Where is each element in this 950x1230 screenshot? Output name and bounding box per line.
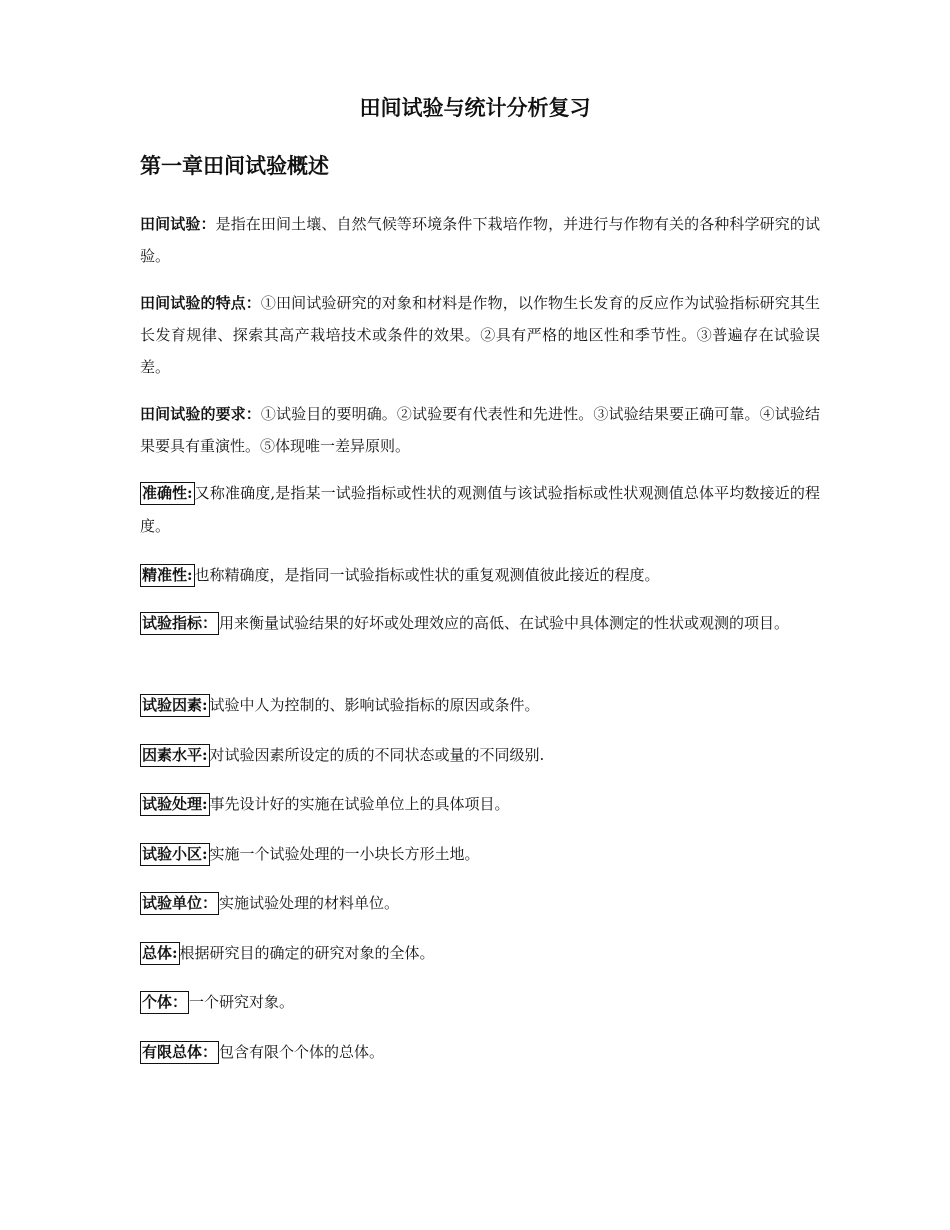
definition-finite-population	[140, 1035, 820, 1069]
definition-text: 对试验因素所设定的质的不同状态或量的不同级别.	[209, 746, 545, 764]
definition-text: 包含有限个个体的总体。	[219, 1043, 385, 1061]
chapter-heading: 第一章田间试验概述	[140, 153, 329, 178]
definition-term-box: 试验小区:	[140, 843, 210, 866]
definition-text: 也称精确度，是指同一试验指标或性状的重复观测值彼此接近的程度。	[194, 566, 660, 584]
definition-text: 实施一个试验处理的一小块长方形土地。	[209, 845, 480, 863]
definition-text: 又称准确度,是指某一试验指标或性状的观测值与该试验指标或性状观测值总体平均数接近的程度。	[140, 484, 820, 535]
paragraph-text: ①田间试验研究的对象和材料是作物，以作物生长发育的反应作为试验指标研究其生长发育规律、探索其高产栽培技术或条件的效果。②具有严格的地区性和季节性。③普遍存在试验误差。	[140, 294, 820, 376]
paragraph-text: 是指在田间土壤、自然气候等环境条件下栽培作物，并进行与作物有关的各种科学研究的试验。	[140, 215, 820, 265]
definition-term-box: 试验单位：	[140, 892, 219, 915]
definition-precision	[140, 558, 820, 592]
definition-plot	[140, 837, 820, 871]
definition-term-box: 有限总体：	[140, 1041, 219, 1064]
paragraph-term: 田间试验的特点：	[140, 294, 261, 312]
definition-term-box: 精准性:	[140, 564, 195, 587]
definition-text: 一个研究对象。	[189, 993, 295, 1011]
definition-individual	[140, 985, 820, 1019]
document-title: 田间试验与统计分析复习	[359, 95, 591, 120]
definition-accuracy	[140, 477, 820, 543]
definition-text: 试验中人为控制的、影响试验指标的原因或条件。	[209, 696, 540, 714]
definition-text: 事先设计好的实施在试验单位上的具体项目。	[209, 795, 510, 813]
definition-factor	[140, 688, 820, 722]
definition-term-box: 试验处理:	[140, 793, 210, 816]
paragraph-text: ①试验目的要明确。②试验要有代表性和先进性。③试验结果要正确可靠。④试验结果要具有重演性。⑤体现唯一差异原则。	[140, 405, 820, 455]
definition-population	[140, 936, 820, 970]
paragraph-term: 田间试验的要求：	[140, 405, 261, 423]
definition-text: 用来衡量试验结果的好坏或处理效应的高低、在试验中具体测定的性状或观测的项目。	[219, 614, 790, 632]
definition-term-box: 个体：	[140, 991, 189, 1014]
definition-indicator	[140, 607, 820, 640]
definition-term-box: 试验指标：	[140, 612, 219, 635]
definition-term-box: 准确性:	[140, 482, 195, 505]
paragraph-requirements	[140, 398, 820, 462]
paragraph-field-trial	[140, 208, 820, 272]
paragraph-term: 田间试验：	[140, 215, 216, 233]
definition-term-box: 总体:	[140, 942, 180, 965]
definition-text: 根据研究目的确定的研究对象的全体。	[179, 944, 435, 962]
definition-treatment	[140, 787, 820, 821]
paragraph-characteristics	[140, 287, 820, 383]
definition-term-box: 因素水平:	[140, 744, 210, 767]
definition-term-box: 试验因素:	[140, 694, 210, 717]
definition-text: 实施试验处理的材料单位。	[219, 894, 400, 912]
definition-unit	[140, 886, 820, 920]
definition-level	[140, 738, 820, 772]
